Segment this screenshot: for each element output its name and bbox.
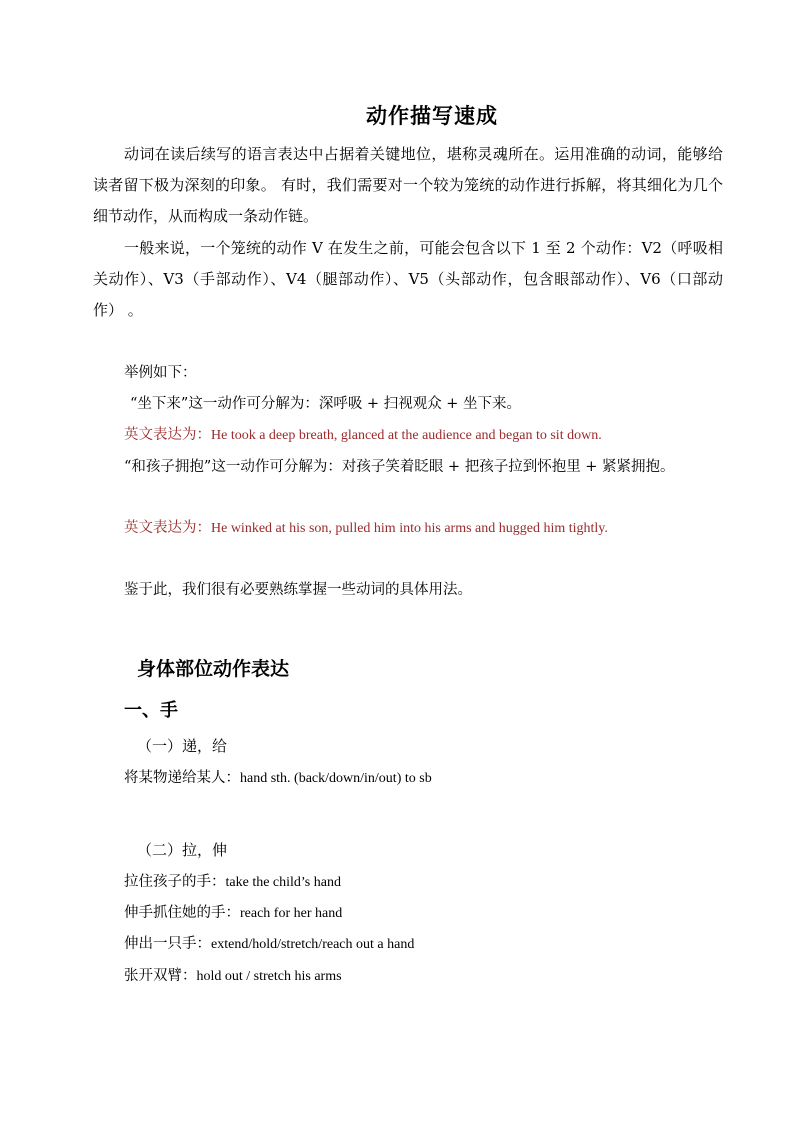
entry-english: extend/hold/stretch/reach out a hand <box>211 937 415 952</box>
example-1-english-line <box>124 423 724 448</box>
entry-english: take the child’s hand <box>225 875 341 890</box>
conclusion-text: 鉴于此，我们很有必要熟练掌握一些动词的具体用法。 <box>124 582 472 598</box>
list-item <box>124 870 341 895</box>
example-2-label: 英文表达为： <box>124 520 211 536</box>
section-title: 身体部位动作表达 <box>137 658 290 680</box>
list-item <box>124 964 342 989</box>
intro-paragraph-1: 动词在读后续写的语言表达中占据着关键地位，堪称灵魂所在。运用准确的动词，能够给读者留下极为深刻的印象。 有时，我们需要对一个较为笼统的动作进行拆解，将其细化为几个细节动作，从而构成一条动作链。 <box>93 145 723 225</box>
list-item <box>124 932 414 957</box>
example-2-english-line <box>124 516 724 541</box>
intro-paragraph-2: 一般来说，一个笼统的动作 V 在发生之前，可能会包含以下 1 至 2 个动作：V2（呼吸相关动作）、V3（手部动作）、V4（腿部动作）、V5（头部动作，包含眼部动作）、V6（口部动作） 。 <box>93 239 723 319</box>
example-1-label: 英文表达为： <box>124 427 211 443</box>
list-item <box>124 901 342 926</box>
entry-chinese: 伸手抓住她的手： <box>124 905 240 921</box>
group-1-heading: （一）递，给 <box>137 737 228 755</box>
group-2-heading: （二）拉，伸 <box>137 841 228 859</box>
page-title: 动作描写速成 <box>366 103 498 128</box>
part-1-title: 一、手 <box>124 700 178 721</box>
entry-english: hold out / stretch his arms <box>196 969 342 984</box>
entry-chinese: 将某物递给某人： <box>124 770 240 786</box>
entry-english: reach for her hand <box>240 906 343 921</box>
example-2-english: He winked at his son, pulled him into his arms and hugged him tightly. <box>211 521 608 536</box>
example-2-chinese: “和孩子拥抱”这一动作可分解为：对孩子笑着眨眼 + 把孩子拉到怀抱里 + 紧紧拥抱。 <box>124 459 675 475</box>
entry-english: hand sth. (back/down/in/out) to sb <box>240 771 432 786</box>
entry-chinese: 张开双臂： <box>124 968 197 984</box>
list-item <box>124 766 432 791</box>
example-1-chinese: “坐下来”这一动作可分解为：深呼吸 + 扫视观众 + 坐下来。 <box>130 396 522 412</box>
example-intro: 举例如下： <box>124 365 197 381</box>
entry-chinese: 伸出一只手： <box>124 936 211 952</box>
entry-chinese: 拉住孩子的手： <box>124 874 226 890</box>
example-1-english: He took a deep breath, glanced at the audience and began to sit down. <box>211 428 602 443</box>
